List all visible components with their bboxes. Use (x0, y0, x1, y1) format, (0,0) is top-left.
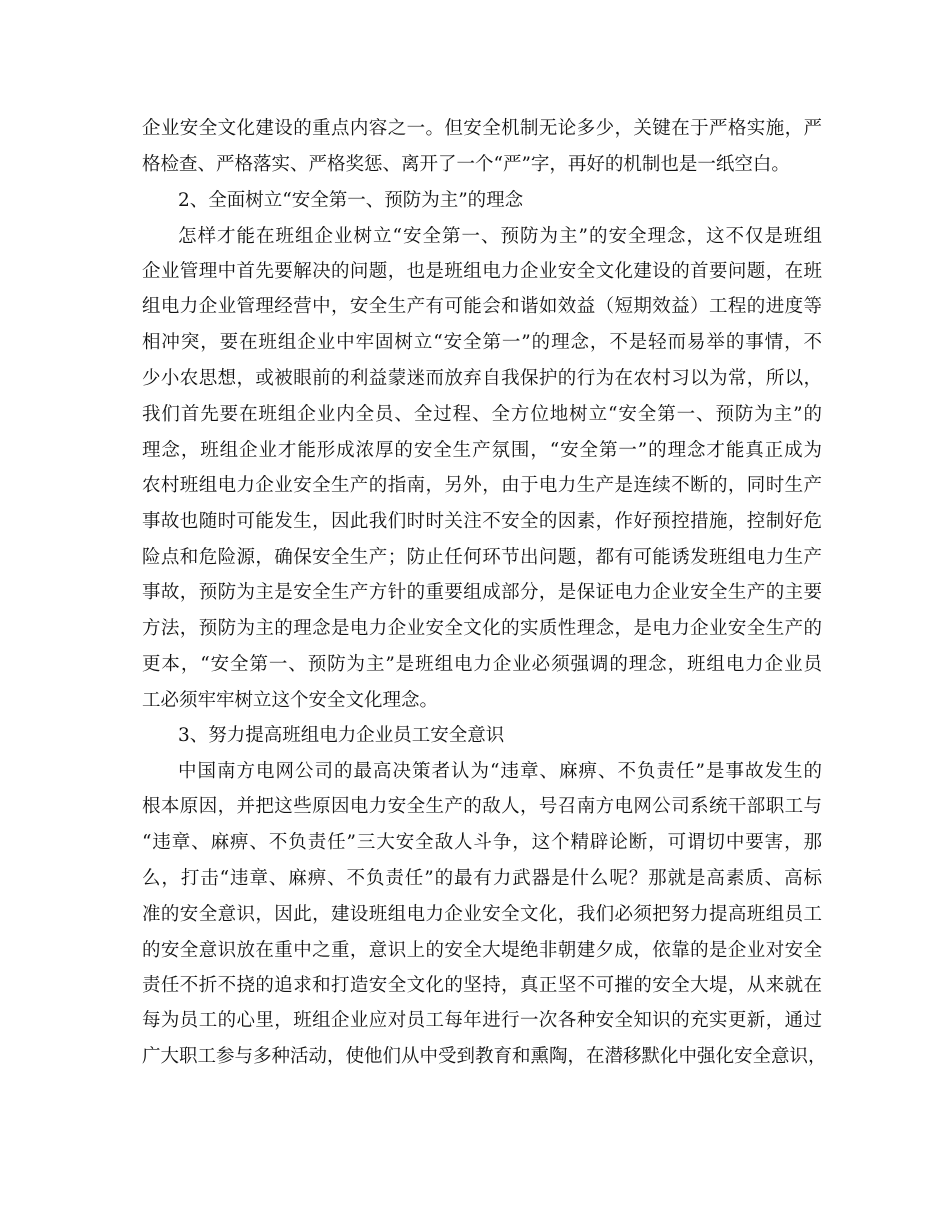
paragraph-line: 我们首先要在班组企业内全员、全过程、全方位地树立“安全第一、预防为主”的 (142, 404, 822, 425)
paragraph-line: 企业安全文化建设的重点内容之一。但安全机制无论多少，关键在于严格实施，严 (142, 118, 822, 139)
paragraph-line: 每为员工的心里，班组企业应对员工每年进行一次各种安全知识的充实更新，通过 (142, 1010, 822, 1031)
paragraph-line: 怎样才能在班组企业树立“安全第一、预防为主”的安全理念，这不仅是班组 (178, 226, 822, 247)
paragraph-line: 事故，预防为主是安全生产方针的重要组成部分，是保证电力企业安全生产的主要 (142, 582, 822, 603)
paragraph-line: 企业管理中首先要解决的问题，也是班组电力企业安全文化建设的首要问题，在班 (142, 261, 822, 282)
paragraph-line: 的安全意识放在重中之重，意识上的安全大堤绝非朝建夕成，依靠的是企业对安全 (142, 940, 822, 961)
paragraph-line: 方法，预防为主的理念是电力企业安全文化的实质性理念，是电力企业安全生产的 (142, 618, 822, 639)
paragraph-line: 格检查、严格落实、严格奖惩、离开了一个“严”字，再好的机制也是一纸空白。 (142, 154, 790, 175)
paragraph-line: 责任不折不挠的追求和打造安全文化的坚持，真正坚不可摧的安全大堤，从来就在 (142, 975, 822, 996)
section-heading: 3、努力提高班组电力企业员工安全意识 (178, 725, 505, 746)
paragraph-line: 农村班组电力企业安全生产的指南，另外，由于电力生产是连续不断的，同时生产 (142, 475, 822, 496)
paragraph-line: 事故也随时可能发生，因此我们时时关注不安全的因素，作好预控措施，控制好危 (142, 511, 822, 532)
paragraph-line: 根本原因，并把这些原因电力安全生产的敌人，号召南方电网公司系统干部职工与 (142, 796, 822, 817)
paragraph-line: 少小农思想，或被眼前的利益蒙迷而放弃自我保护的行为在农村习以为常，所以， (142, 368, 822, 389)
paragraph-line: 理念，班组企业才能形成浓厚的安全生产氛围，“安全第一”的理念才能真正成为 (142, 440, 822, 461)
paragraph-line: 更本，“安全第一、预防为主”是班组电力企业必须强调的理念，班组电力企业员 (142, 654, 822, 675)
paragraph-line: 相冲突，要在班组企业中牢固树立“安全第一”的理念，不是轻而易举的事情，不 (142, 332, 822, 353)
paragraph-line: 工必须牢牢树立这个安全文化理念。 (142, 690, 439, 711)
paragraph-line: 中国南方电网公司的最高决策者认为“违章、麻痹、不负责任”是事故发生的 (178, 761, 822, 782)
paragraph-line: 广大职工参与多种活动，使他们从中受到教育和熏陶，在潜移默化中强化安全意识， (142, 1046, 827, 1067)
paragraph-line: 准的安全意识，因此，建设班组电力企业安全文化，我们必须把努力提高班组员工 (142, 904, 822, 925)
paragraph-line: “违章、麻痹、不负责任”三大安全敌人斗争，这个精辟论断，可谓切中要害，那 (142, 832, 822, 853)
paragraph-line: 险点和危险源，确保安全生产；防止任何环节出问题，都有可能诱发班组电力生产 (142, 547, 822, 568)
paragraph-line: 组电力企业管理经营中，安全生产有可能会和谐如效益（短期效益）工程的进度等 (142, 296, 822, 317)
paragraph-line: 么，打击“违章、麻痹、不负责任”的最有力武器是什么呢？那就是高素质、高标 (142, 868, 822, 889)
section-heading: 2、全面树立“安全第一、预防为主”的理念 (178, 190, 524, 211)
